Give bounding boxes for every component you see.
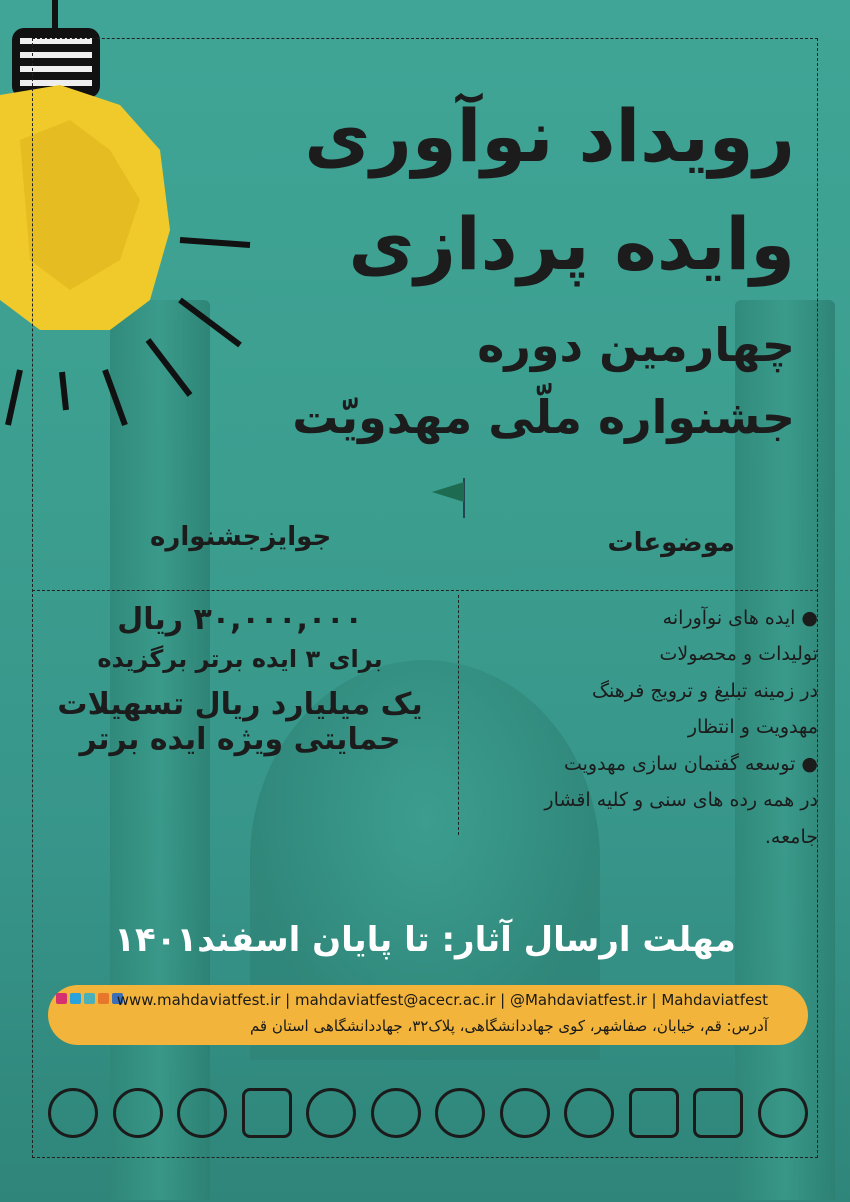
sponsor-logo [693,1088,743,1138]
subtitle-edition: چهارمین دوره [477,318,795,372]
title-line-1: رویداد نوآوری [304,94,795,178]
prize-amount: ۳۰,۰۰۰,۰۰۰ ریال [117,602,363,637]
jamkaran-logo [629,1088,679,1138]
sponsor-logo [242,1088,292,1138]
contact-bar [48,985,808,1045]
eitaa-icon[interactable] [98,993,109,1004]
prizes-block [40,600,440,757]
sponsor-logos [48,1078,808,1148]
jihad-logo [371,1088,421,1138]
social-icons [56,993,123,1004]
bale-icon[interactable] [84,993,95,1004]
list-item: مهدویت و انتظار [687,716,818,739]
list-item: در زمینه تبلیغ و ترویج فرهنگ [592,679,818,702]
title-line-2: وایده پردازی [348,202,795,286]
list-item: جامعه. [764,825,818,848]
sponsor-logo [564,1088,614,1138]
sponsor-logo [500,1088,550,1138]
submission-deadline: مهلت ارسال آثار: تا پایان اسفند۱۴۰۱ [114,920,736,960]
loan-line-1: یک میلیارد ریال تسهیلات [57,687,423,722]
list-item: ● ایده های نوآورانه [662,607,818,629]
list-item: ● توسعه گفتمان سازی مهدویت [563,752,818,775]
instagram-icon[interactable] [56,993,67,1004]
topics-list [458,600,818,855]
sponsor-logo [113,1088,163,1138]
prizes-heading: جوایزجشنواره [150,522,332,552]
contact-links[interactable]: www.mahdaviatfest.ir | mahdaviatfest@acecr.ac.ir | @Mahdaviatfest.ir | Mahdaviatfest [116,991,768,1009]
list-item: تولیدات و محصولات [659,643,818,666]
university-logo [48,1088,98,1138]
prize-note: برای ۳ ایده برتر برگزیده [97,645,383,673]
iran-emblem-logo [435,1088,485,1138]
list-item: در همه رده های سنی و کلیه اقشار [544,789,818,812]
sponsor-logo [758,1088,808,1138]
topics-heading: موضوعات [607,528,735,558]
divider-horizontal [32,590,818,591]
telegram-icon[interactable] [70,993,81,1004]
loan-line-2: حمایتی ویژه ایده برتر [79,722,401,757]
sponsor-logo [177,1088,227,1138]
address: آدرس: قم، خیابان، صفاشهر، کوی جهاددانشگاهی، پلاک۳۲، جهاددانشگاهی استان قم [249,1017,768,1035]
subtitle-festival: جشنواره ملّی مهدویّت [292,390,795,444]
sponsor-logo [306,1088,356,1138]
